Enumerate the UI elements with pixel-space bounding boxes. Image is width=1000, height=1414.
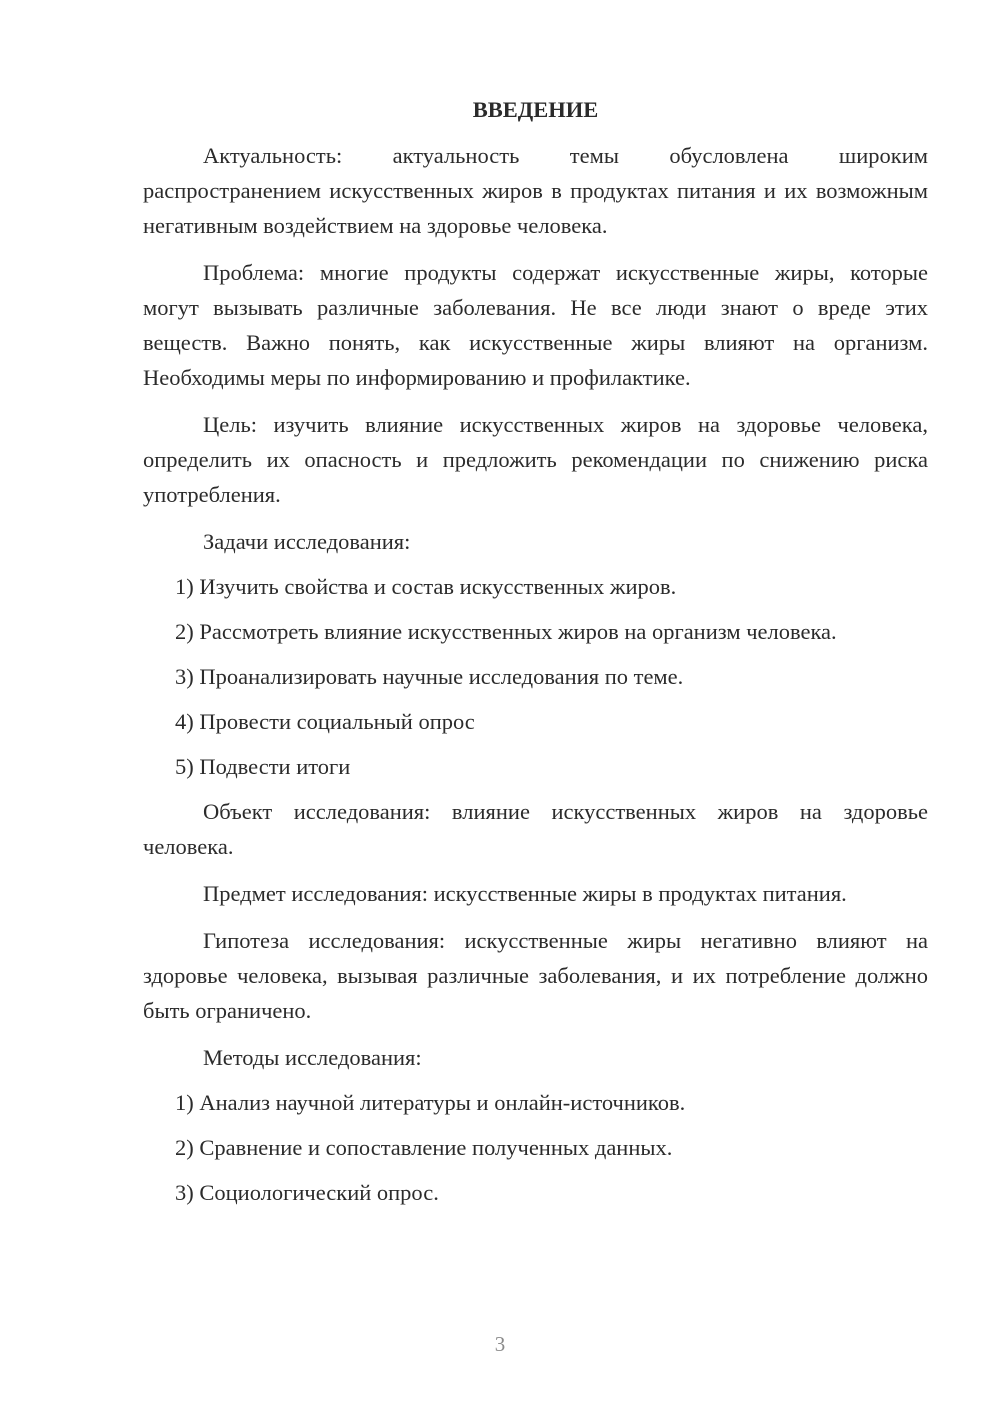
section-title: ВВЕДЕНИЕ xyxy=(472,97,599,122)
paragraph-hypothesis: Гипотеза исследования: искусственные жиры негативно влияют на здоровье человека, вызывая различные заболевания, и их потребление должно быть ограничено. xyxy=(143,928,928,1023)
paragraph-relevance: Актуальность: актуальность темы обусловлена широким распространением искусственных жиров в продуктах питания и их возможным негативным воздействием на здоровье человека. xyxy=(143,143,928,238)
list-item: 2) Рассмотреть влияние искусственных жиров на организм человека. xyxy=(175,619,837,644)
tasks-list xyxy=(143,569,928,784)
list-item: 4) Провести социальный опрос xyxy=(175,709,475,734)
list-item: 3) Социологический опрос. xyxy=(175,1180,439,1205)
paragraph-subject: Предмет исследования: искусственные жиры в продуктах питания. xyxy=(203,881,847,906)
list-item: 5) Подвести итоги xyxy=(175,754,351,779)
list-item: 2) Сравнение и сопоставление полученных данных. xyxy=(175,1135,673,1160)
paragraph-object: Объект исследования: влияние искусственных жиров на здоровье человека. xyxy=(143,799,928,859)
paragraph-goal: Цель: изучить влияние искусственных жиров на здоровье человека, определить их опасность и предложить рекомендации по снижению риска употребления. xyxy=(143,412,928,507)
list-item: 1) Изучить свойства и состав искусственных жиров. xyxy=(175,574,677,599)
methods-list xyxy=(143,1085,928,1210)
page-number: 3 xyxy=(494,1332,506,1356)
tasks-heading: Задачи исследования: xyxy=(203,529,411,554)
paragraph-problem: Проблема: многие продукты содержат искусственные жиры, которые могут вызывать различные заболевания. Не все люди знают о вреде этих веществ. Важно понять, как искусственные жиры влияют на организм. Необходимы меры по информированию и профилактике. xyxy=(143,260,928,390)
list-item: 3) Проанализировать научные исследования по теме. xyxy=(175,664,684,689)
page-content xyxy=(143,92,928,1220)
methods-heading: Методы исследования: xyxy=(203,1045,422,1070)
list-item: 1) Анализ научной литературы и онлайн-источников. xyxy=(175,1090,686,1115)
